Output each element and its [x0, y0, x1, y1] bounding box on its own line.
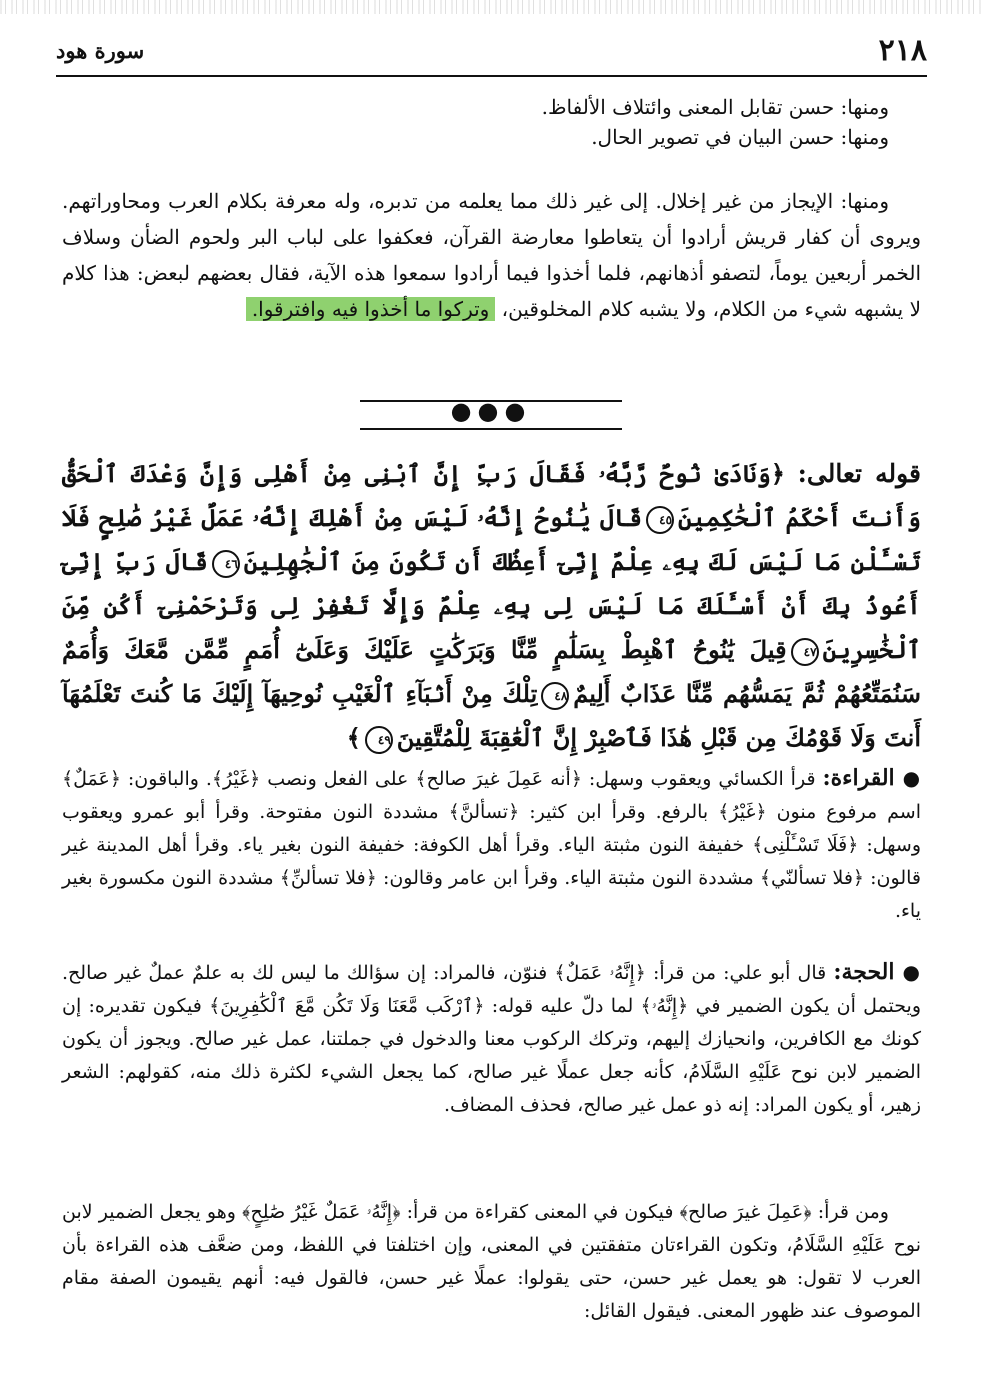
ayah-number-46: ٤٦ — [212, 550, 240, 578]
hujja-section — [62, 956, 921, 1122]
verse-text-49: تِلْكَ مِنْ أَنۢبَآءِ ٱلْغَيْبِ نُوحِيهَآ إِلَيْكَ مَا كُنتَ تَعْلَمُهَآ أَنتَ وَلَا قَوْمُكَ مِن قَبْلِ هَٰذَا فَٱصْبِرْ إِنَّ ٱلْعَٰقِبَةَ لِلْمُتَّقِينَ — [62, 679, 921, 752]
highlighted-sentence: وتركوا ما أخذوا فيه وافترقوا. — [246, 297, 496, 321]
hujja-label: الحجة: — [833, 959, 895, 985]
separator-dots: ●●● — [450, 397, 532, 425]
surah-name: سورة هود — [56, 37, 145, 63]
qiraa-text: قرأ الكسائي ويعقوب وسهل: ﴿أنه عَمِلَ غيرَ صالح﴾ على الفعل ونصب ﴿غَيْرُ﴾. والباقون: ﴿عَمَلٌ﴾ اسم مرفوع منون ﴿غَيْرُ﴾ بالرفع. وقرأ ابن كثير: ﴿تسألنَّ﴾ مشددة النون مفتوحة. وقرأ أبو عمرو ويعقوب وسهل: ﴿فَلَا تَسْـَٔلْنِى﴾ خفيفة النون مثبتة الياء. وقرأ أهل الكوفة: خفيفة النون بغير ياء. وقرأ أهل المدينة غير قالون: ﴿فلا تسألنّي﴾ مشددة النون مثبتة الياء. وقرأ ابن عامر وقالون: ﴿فلا تسألنِّ﴾ مشددة النون مكسورة بغير ياء. — [62, 768, 921, 922]
intro-line-2: ومنها: حسن البيان في تصوير الحال. — [591, 125, 889, 149]
quran-verse-block — [62, 452, 921, 760]
ayah-number-48: ٤٨ — [541, 682, 569, 710]
ayah-number-49: ٤٩ — [365, 726, 393, 754]
hujja-text: قال أبو علي: من قرأ: ﴿إِنَّهُۥ عَمَلٌ﴾ فنوّن، فالمراد: إن سؤالك ما ليس لك به علمٌ عملٌ غير صالح. ويحتمل أن يكون الضمير في ﴿إِنَّهُۥ﴾ لما دلّ عليه قوله: ﴿ٱرْكَب مَّعَنَا وَلَا تَكُن مَّعَ ٱلْكَٰفِرِينَ﴾ فيكون تقديره: إن كونك مع الكافرين، وانحيازك إليهم، وتركك الركوب معنا والدخول في جملتنا، عمل غير صالح. ويجوز أن يكون الضمير لابن نوح عَلَيْهِ السَّلَامُ، كأنه جعل عملًا غير صالح، كما يجعل الشيء لكثرة ذلك منه، كقولهم: الشعر زهير، أو يكون المراد: إنه ذو عمل غير صالح، فحذف المضاف. — [62, 962, 921, 1116]
separator-rule-bottom — [360, 428, 622, 430]
bullet-icon: ● — [902, 960, 921, 984]
last-paragraph — [62, 1196, 921, 1328]
verse-text-46: قَالَ يَٰنُوحُ إِنَّهُۥ لَيْسَ مِنْ أَهْلِكَ إِنَّهُۥ عَمَلٌ غَيْرُ صَٰلِحٍ فَلَا تَسْـَٔلْنِ مَا لَيْسَ لَكَ بِهِۦ عِلْمٌ إِنِّىٓ أَعِظُكَ أَن تَكُونَ مِنَ ٱلْجَٰهِلِينَ — [62, 503, 921, 576]
qiraa-label: القراءة: — [822, 765, 895, 791]
verse-text-45: ﴿وَنَادَىٰ نُوحٌ رَّبَّهُۥ فَقَالَ رَبِّ إِنَّ ٱبْنِى مِنْ أَهْلِى وَإِنَّ وَعْدَكَ ٱلْحَقُّ وَأَنتَ أَحْكَمُ ٱلْحَٰكِمِينَ — [62, 459, 921, 532]
ayah-number-47: ٤٧ — [791, 638, 819, 666]
page-number: ٢١٨ — [878, 32, 927, 68]
intro-lines — [62, 92, 921, 152]
verse-text-48: قِيلَ يَٰنُوحُ ٱهْبِطْ بِسَلَٰمٍ مِّنَّا وَبَرَكَٰتٍ عَلَيْكَ وَعَلَىٰٓ أُمَمٍ مِّمَّن مَّعَكَ وَأُمَمٌ سَنُمَتِّعُهُمْ ثُمَّ يَمَسُّهُم مِّنَّا عَذَابٌ أَلِيمٌ — [62, 635, 922, 708]
header-rule — [56, 75, 927, 77]
bullet-icon: ● — [902, 766, 921, 790]
last-paragraph-text: ومن قرأ: ﴿عَمِلَ غيرَ صالح﴾ فيكون في المعنى كقراءة من قرأ: ﴿إِنَّهُۥ عَمَلٌ غَيْرُ صَٰلِحٍ﴾ وهو يجعل الضمير لابن نوح عَلَيْهِ السَّلَامُ، وتكون القراءتان متفقتين في المعنى، وإن اختلفتا في اللفظ، ومن ضعَّف هذه القراءة بأن العرب لا تقول: هو يعمل غير حسن، حتى يقولوا: عملًا غير حسن، فالقول فيه: أنهم يقيمون الصفة مقام الموصوف عند ظهور المعنى. فيقول القائل: — [62, 1201, 921, 1322]
verse-close-bracket: ﴾ — [346, 723, 361, 752]
ayah-number-45: ٤٥ — [646, 506, 674, 534]
intro-line-1: ومنها: حسن تقابل المعنى وائتلاف الألفاظ. — [541, 95, 889, 119]
verse-text-47: قَالَ رَبِّ إِنِّىٓ أَعُوذُ بِكَ أَنْ أَسْـَٔلَكَ مَا لَيْسَ لِى بِهِۦ عِلْمٌ وَإِلَّا تَغْفِرْ لِى وَتَرْحَمْنِىٓ أَكُن مِّنَ ٱلْخَٰسِرِينَ — [62, 547, 921, 664]
scan-noise-strip — [0, 0, 983, 14]
paragraph-quraysh — [62, 183, 921, 327]
page-header — [56, 28, 927, 72]
verse-lead: قوله تعالى: — [797, 459, 921, 488]
paragraph-quraysh-text: ومنها: الإيجاز من غير إخلال. إلى غير ذلك مما يعلمه من تدبره، وله معرفة بكلام العرب ومحاوراتهم. ويروى أن كفار قريش أرادوا أن يتعاطوا معارضة القرآن، فعكفوا على لباب البر ولحوم الضأن وسلاف الخمر أربعين يوماً، لتصفو أذهانهم، فلما أخذوا فيما أرادوا سمعوا هذه الآية، فقال بعضهم لبعض: هذا كلام لا يشبهه شيء من الكلام، ولا يشبه كلام المخلوقين، — [62, 189, 921, 321]
qiraa-section — [62, 762, 921, 928]
